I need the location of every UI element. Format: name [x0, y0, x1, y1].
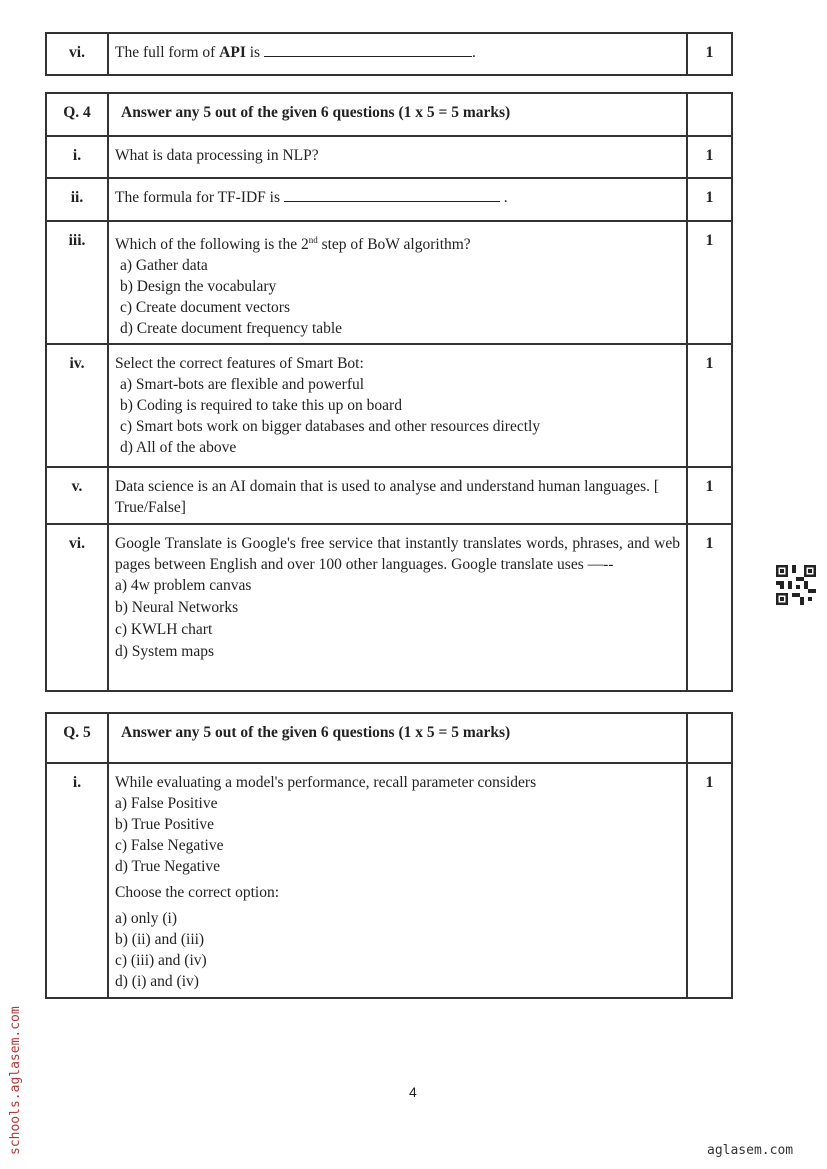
question-text — [108, 524, 687, 691]
text-end: . — [499, 189, 508, 206]
text-end: . — [471, 44, 476, 61]
choice: a) only (i) — [115, 910, 177, 927]
option: c) Create document vectors — [120, 299, 290, 317]
text-part: step of BoW algorithm? — [317, 236, 471, 254]
marks: 1 — [687, 221, 732, 344]
question-row — [46, 178, 732, 221]
choice: c) (iii) and (iv) — [115, 952, 207, 969]
marks: 1 — [687, 524, 732, 691]
q5-header-row — [46, 713, 732, 763]
question-stem: Google Translate is Google's free service that instantly translates words, phrases, and web pages between English and over 100 other languages. Google translate uses ––-- — [115, 535, 680, 574]
superscript: nd — [308, 235, 318, 245]
marks: 1 — [687, 467, 732, 524]
question-text: Data science is an AI domain that is used to analyse and understand human languages. [ True/False] — [108, 467, 687, 524]
question-stem: While evaluating a model's performance, recall parameter considers — [115, 774, 537, 791]
marks-empty — [687, 93, 732, 136]
question-row — [46, 524, 732, 691]
option: d) System maps — [115, 643, 215, 661]
option: c) KWLH chart — [115, 621, 213, 639]
question-row — [46, 763, 732, 998]
option: a) Smart-bots are flexible and powerful — [120, 376, 365, 394]
option: a) 4w problem canvas — [115, 577, 252, 595]
q4-table — [45, 92, 733, 692]
marks: 1 — [687, 33, 732, 75]
question-number: vi. — [46, 33, 108, 75]
option: c) Smart bots work on bigger databases and other resources directly — [120, 418, 541, 436]
question-row — [46, 136, 732, 178]
option: a) False Positive — [115, 795, 218, 812]
marks-empty — [687, 713, 732, 763]
text-part: Which of the following is the 2 — [115, 236, 309, 254]
question-row — [46, 221, 732, 344]
question-number: v. — [46, 467, 108, 524]
question-text — [108, 344, 687, 467]
option: b) Neural Networks — [115, 599, 239, 617]
option: d) Create document frequency table — [120, 320, 343, 338]
question-text: What is data processing in NLP? — [108, 136, 687, 178]
text-part: The full form of — [115, 44, 220, 61]
question-text — [108, 763, 687, 998]
question-text — [108, 178, 687, 221]
option: b) Coding is required to take this up on board — [120, 397, 402, 415]
option: b) Design the vocabulary — [120, 278, 277, 296]
option: b) True Positive — [115, 816, 215, 833]
marks: 1 — [687, 136, 732, 178]
text-part: The formula for TF-IDF is — [115, 189, 281, 206]
question-row — [46, 344, 732, 467]
choice: b) (ii) and (iii) — [115, 931, 205, 948]
choice-prompt: Choose the correct option: — [115, 884, 279, 901]
section-instruction: Answer any 5 out of the given 6 questions (1 x 5 = 5 marks) — [108, 713, 687, 763]
watermark-right: aglasem.com — [707, 1143, 794, 1158]
question-stem: Select the correct features of Smart Bot: — [115, 355, 364, 373]
q4-header-row — [46, 93, 732, 136]
answer-blank — [264, 42, 472, 57]
question-number: Q. 4 — [46, 93, 108, 136]
marks: 1 — [687, 178, 732, 221]
question-number: iv. — [46, 344, 108, 467]
question-number: vi. — [46, 524, 108, 691]
text-part: is — [245, 44, 261, 61]
marks: 1 — [687, 763, 732, 998]
q3-table-tail — [45, 32, 733, 76]
qr-code-icon — [776, 565, 816, 605]
question-text — [108, 221, 687, 344]
q5-table — [45, 712, 733, 999]
question-number: iii. — [46, 221, 108, 344]
question-number: i. — [46, 136, 108, 178]
marks: 1 — [687, 344, 732, 467]
question-text — [108, 33, 687, 75]
option: d) All of the above — [120, 439, 237, 457]
text-bold: API — [219, 44, 246, 61]
question-row — [46, 33, 732, 75]
question-number: Q. 5 — [46, 713, 108, 763]
watermark-left: schools.aglasem.com — [8, 1006, 23, 1155]
question-number: ii. — [46, 178, 108, 221]
page-number: 4 — [409, 1084, 417, 1100]
question-row — [46, 467, 732, 524]
choice: d) (i) and (iv) — [115, 973, 199, 990]
option: d) True Negative — [115, 858, 221, 875]
answer-blank — [284, 187, 500, 202]
option: a) Gather data — [120, 257, 208, 275]
section-instruction: Answer any 5 out of the given 6 questions (1 x 5 = 5 marks) — [108, 93, 687, 136]
question-number: i. — [46, 763, 108, 998]
option: c) False Negative — [115, 837, 224, 854]
